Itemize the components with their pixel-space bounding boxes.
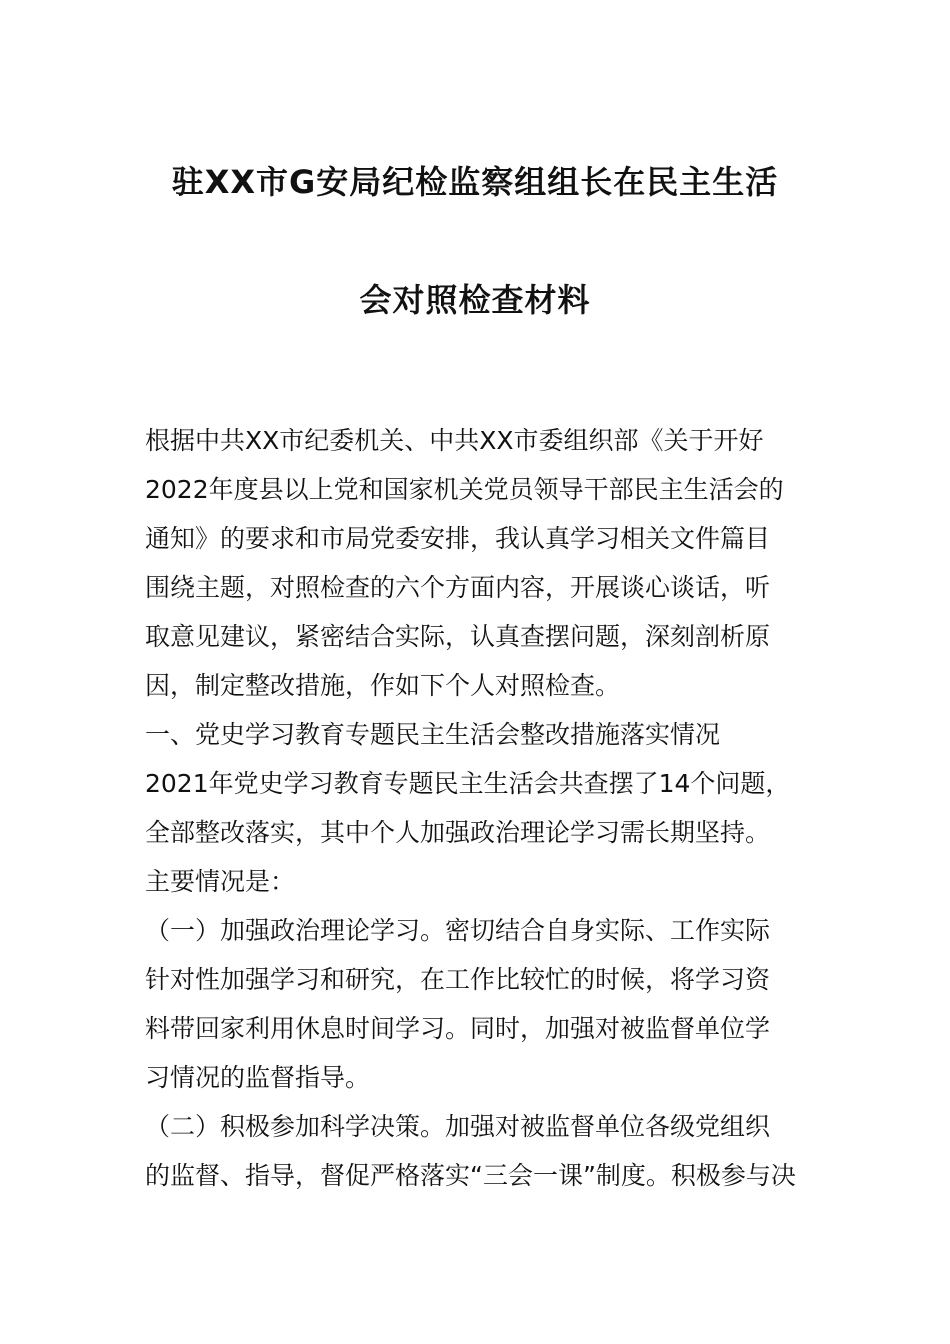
body-line: 的监督、指导，督促严格落实“三会一课”制度。积极参与决 [145,1161,796,1190]
body-line: 料带回家利用休息时间学习。同时，加强对被监督单位学 [145,1014,771,1043]
subsection-line: （二）积极参加科学决策。加强对被监督单位各级党组织 [145,1112,771,1141]
body-line: 习情况的监督指导。 [145,1063,371,1092]
subsection-line: （一）加强政治理论学习。密切结合自身实际、工作实际 [145,916,771,945]
body-line: 围绕主题，对照检查的六个方面内容，开展谈心谈话，听 [145,573,771,602]
body-line: 2022年度县以上党和国家机关党员领导干部民主生活会的 [145,475,784,504]
body-line: 针对性加强学习和研究，在工作比较忙的时候，将学习资 [145,965,771,994]
body-line: 主要情况是： [145,867,296,896]
body-line: 因，制定整改措施，作如下个人对照检查。 [145,671,621,700]
body-line: 根据中共XX市纪委机关、中共XX市委组织部《关于开好 [145,426,764,455]
section-heading: 一、党史学习教育专题民主生活会整改措施落实情况 [145,720,721,749]
body-line: 全部整改落实，其中个人加强政治理论学习需长期坚持。 [145,818,771,847]
document-body [145,416,845,1200]
body-line: 2021年党史学习教育专题民主生活会共查摆了14个问题， [145,769,791,798]
body-line: 取意见建议，紧密结合实际，认真查摆问题，深刻剖析原 [145,622,771,651]
document-title-line-1: 驻XX市G安局纪检监察组组长在民主生活 [171,163,779,201]
body-line: 通知》的要求和市局党委安排，我认真学习相关文件篇目 [145,524,771,553]
document-title-line-2: 会对照检查材料 [359,281,591,319]
